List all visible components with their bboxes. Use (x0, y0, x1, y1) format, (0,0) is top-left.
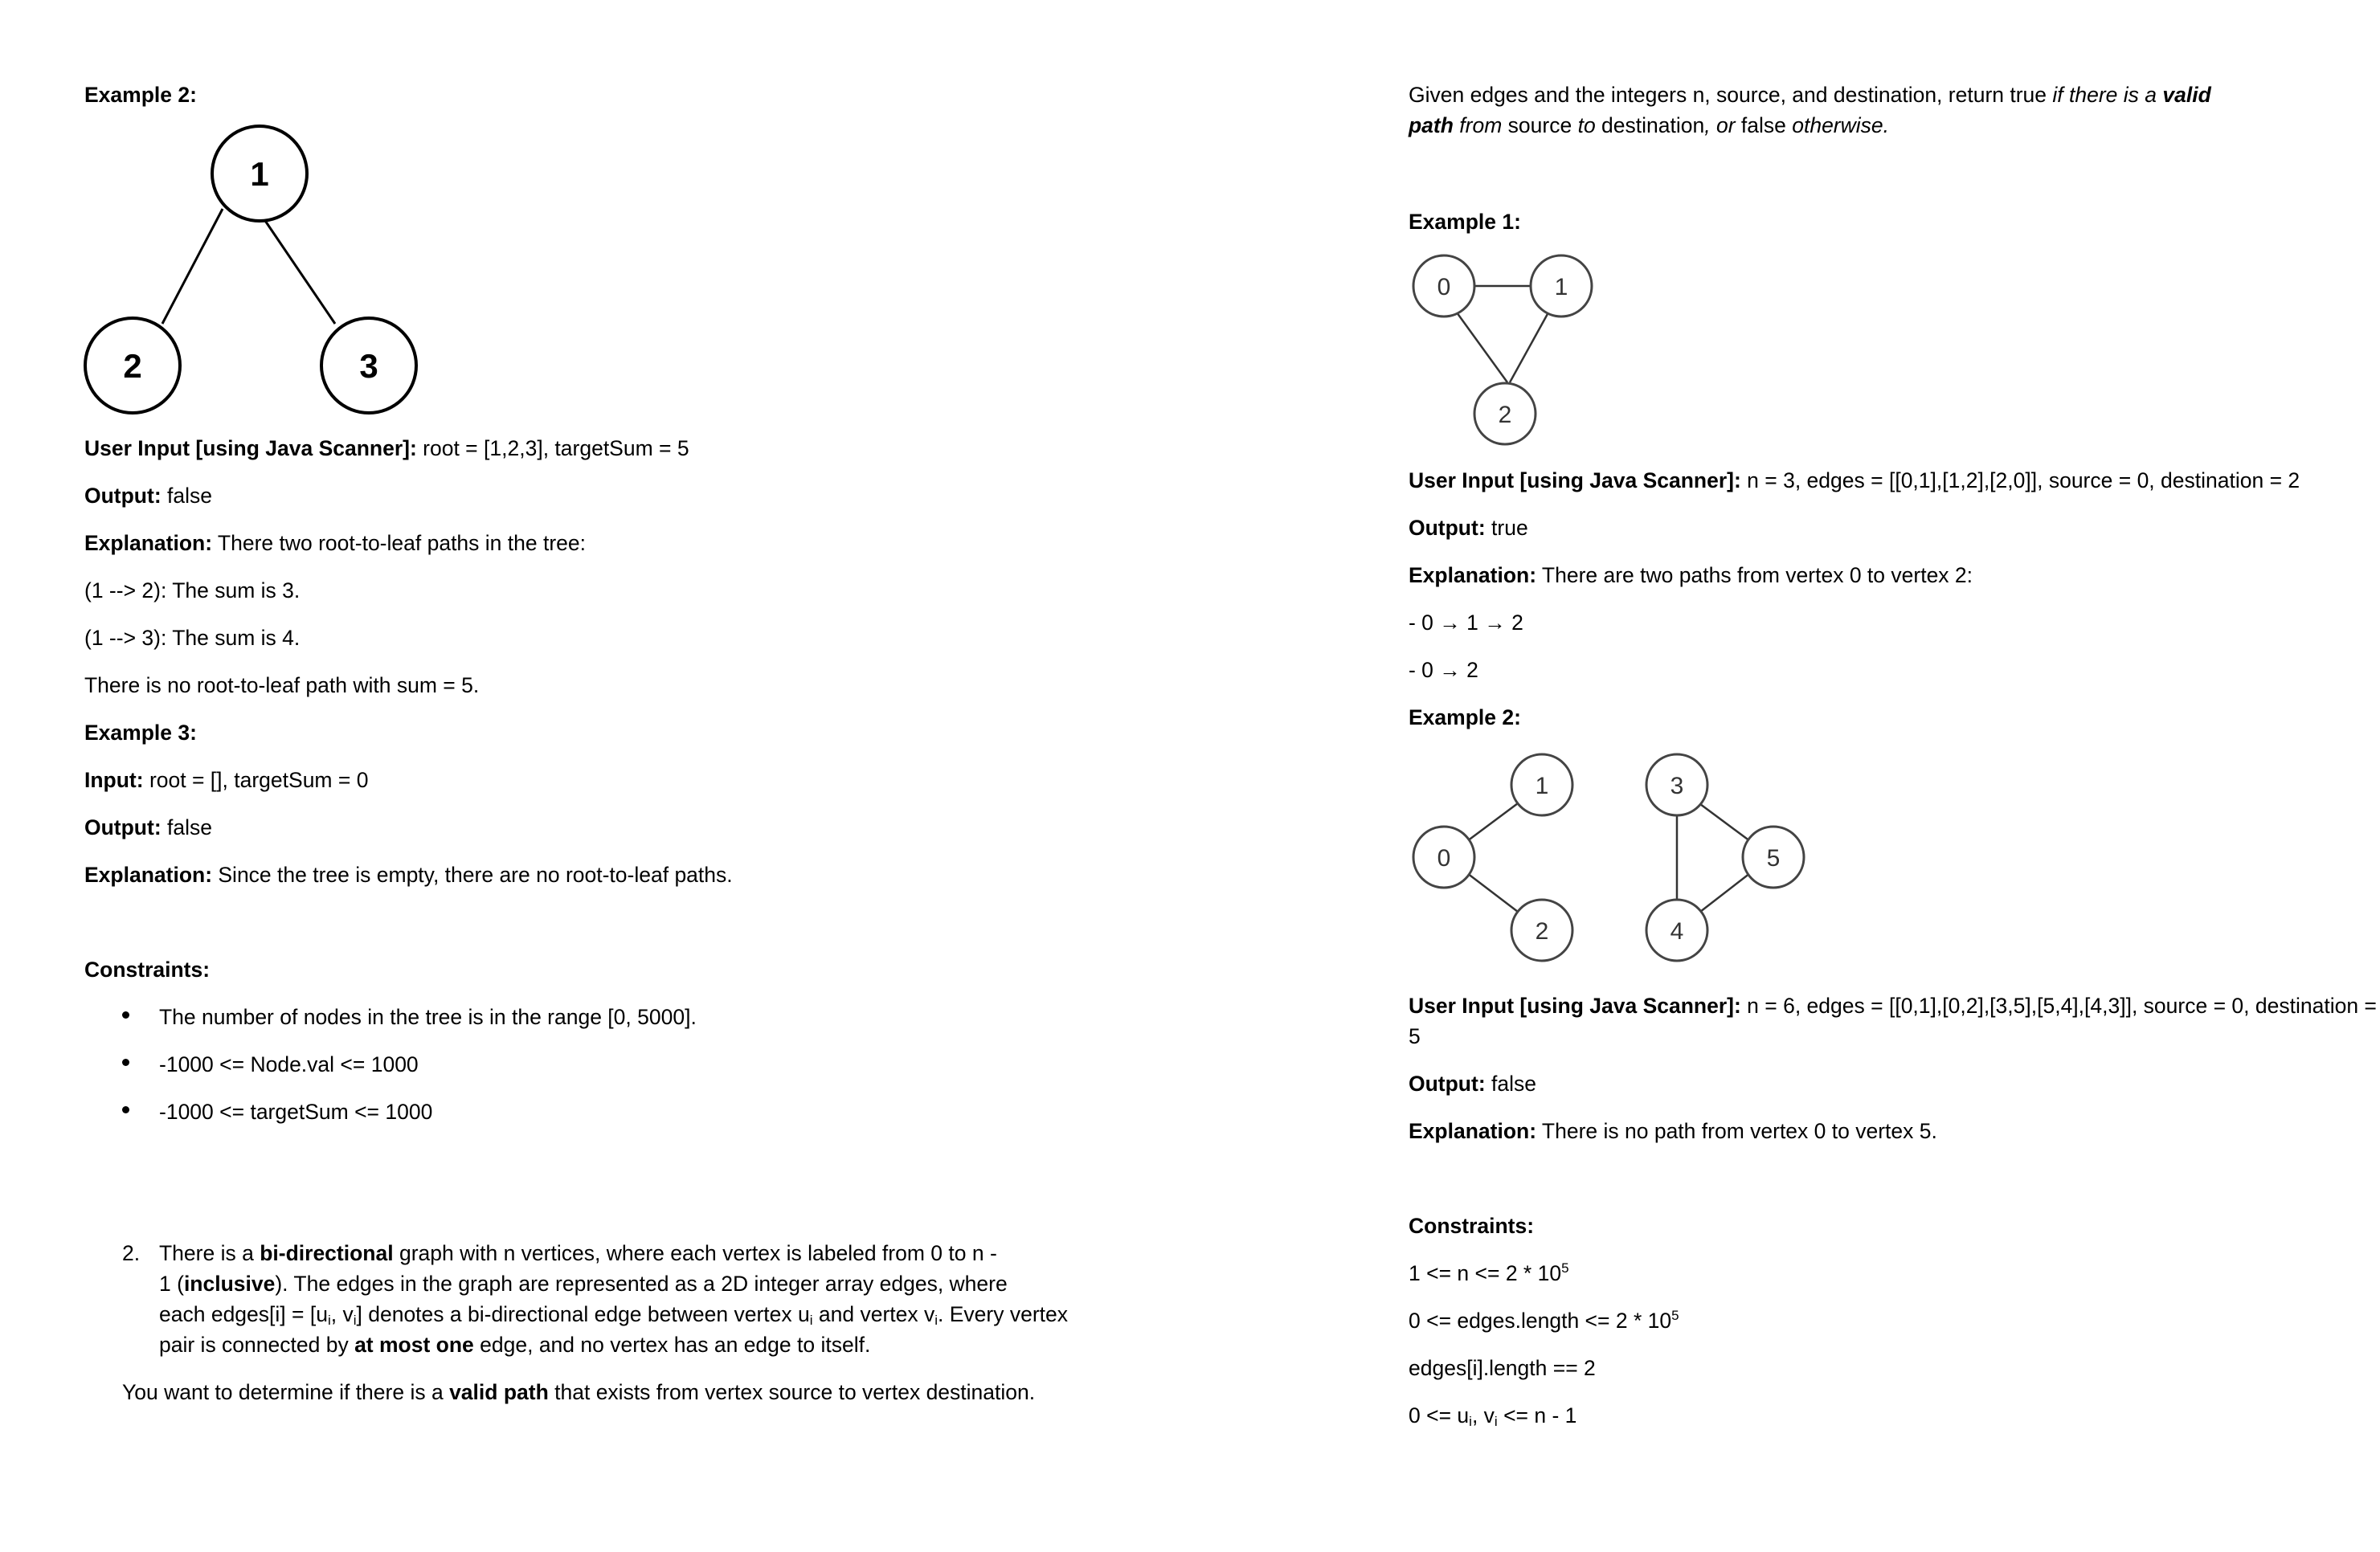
graph-node-2-label: 2 (1535, 918, 1549, 945)
example-1-explanation: Explanation: There are two paths from vertex 0 to vertex 2: (1409, 563, 1973, 587)
graph-node-4-label: 4 (1670, 918, 1684, 945)
example-2-conclusion: There is no root-to-leaf path with sum = 5. (84, 673, 480, 697)
example-1-input: User Input [using Java Scanner]: n = 3, edges = [[0,1],[1,2],[2,0]], source = 0, destination = 2 (1409, 468, 2300, 492)
example-2-input-cont: 5 (1409, 1024, 1421, 1048)
constraints-heading: Constraints: (84, 958, 211, 982)
binary-tree-diagram (80, 125, 426, 422)
example-3-explanation: Explanation: Since the tree is empty, there are no root-to-leaf paths. (84, 863, 733, 887)
example-2-path-2: (1 --> 3): The sum is 4. (84, 626, 301, 650)
graph-node-1-label: 1 (1535, 773, 1549, 799)
example-1-heading: Example 1: (1409, 210, 1521, 234)
example-1-path-2: - 0 → 2 (1409, 658, 1478, 682)
problem-2-line-3: each edges[i] = [$u_i$, $v_i$] denotes a bi-directional edge between vertex $u_i$ and vertex $v_i$. Every vertex (159, 1302, 1069, 1328)
example-2-explanation: Explanation: There is no path from vertex 0 to vertex 5. (1409, 1119, 1937, 1143)
graph-edge-3-5 (1700, 804, 1750, 841)
intro-line-1: Given edges and the integers n, source, and destination, return true if there is a valid (1409, 83, 2211, 107)
tree-node-2-label: 2 (123, 347, 142, 385)
example-2-output: Output: false (1409, 1072, 1536, 1096)
bullet (122, 1011, 129, 1019)
graph-node-3-label: 3 (1670, 773, 1684, 799)
graph-node-1-label: 1 (1554, 274, 1568, 300)
example-3-output: Output: false (84, 815, 212, 839)
constraint-vertex-range: $0 <= u_i$, $v_i <= n - 1$ (1409, 1403, 1577, 1429)
example-2-output: Output: false (84, 484, 212, 508)
example-2-heading: Example 2: (84, 83, 197, 107)
example-2-input: User Input [using Java Scanner]: root = [1,2,3], targetSum = 5 (84, 436, 689, 460)
example-1-path-1: - 0 → 1 → 2 (1409, 611, 1523, 635)
example-3-heading: Example 3: (84, 721, 197, 745)
example-2-input: User Input [using Java Scanner]: n = 6, edges = [[0,1],[0,2],[3,5],[5,4],[4,3]], source = 0, destination = (1409, 994, 2377, 1018)
problem-2-line-4: pair is connected by at most one edge, and no vertex has an edge to itself. (159, 1333, 871, 1357)
problem-2-line-1: There is a bi-directional graph with n vertices, where each vertex is labeled from 0 to n - (159, 1241, 997, 1265)
example-2-path-1: (1 --> 2): The sum is 3. (84, 578, 301, 602)
example-1-graph (1407, 249, 1648, 446)
intro-line-2: path from source to destination, or false otherwise. (1409, 113, 1890, 137)
graph-edge-0-2 (1457, 312, 1507, 382)
constraint-item: -1000 <= targetSum <= 1000 (159, 1100, 433, 1124)
constraint-item: -1000 <= Node.val <= 1000 (159, 1052, 419, 1076)
problem-2-line-2: 1 (inclusive). The edges in the graph are represented as a 2D integer array edges, where (159, 1272, 1008, 1296)
bullet (122, 1059, 129, 1066)
bullet (122, 1106, 129, 1113)
problem-2-goal: You want to determine if there is a valid path that exists from vertex source to vertex destination. (122, 1380, 1036, 1404)
graph-node-0-label: 0 (1437, 274, 1451, 300)
example-2-graph (1407, 747, 1889, 980)
constraint-edge-size: edges[i].length == 2 (1409, 1356, 1596, 1380)
graph-edge-0-2 (1467, 873, 1518, 912)
constraint-edges-length: 0 <= edges.length <= $2 * 10^5$ (1409, 1308, 1679, 1333)
example-2-heading: Example 2: (1409, 705, 1521, 729)
graph-edge-0-1 (1467, 803, 1518, 841)
example-1-output: Output: true (1409, 516, 1528, 540)
example-2-explanation: Explanation: There two root-to-leaf paths in the tree: (84, 531, 586, 555)
example-3-input: Input: root = [], targetSum = 0 (84, 768, 369, 792)
graph-node-0-label: 0 (1437, 845, 1451, 872)
right-page (1190, 0, 2380, 1552)
tree-node-3-label: 3 (359, 347, 378, 385)
graph-node-5-label: 5 (1766, 845, 1781, 872)
tree-edge-1-3 (257, 209, 335, 324)
graph-edge-1-2 (1510, 312, 1548, 382)
graph-node-2-label: 2 (1498, 402, 1512, 428)
tree-edge-1-2 (162, 209, 223, 324)
tree-node-1-label: 1 (250, 155, 269, 193)
graph-edge-5-4 (1700, 873, 1750, 912)
constraints-heading: Constraints: (1409, 1214, 1535, 1238)
problem-2-number: 2. (122, 1241, 141, 1265)
constraint-item: The number of nodes in the tree is in the range [0, 5000]. (159, 1005, 697, 1029)
constraint-n: $1 <= n <= 2 * 10^5$ (1409, 1260, 1569, 1285)
